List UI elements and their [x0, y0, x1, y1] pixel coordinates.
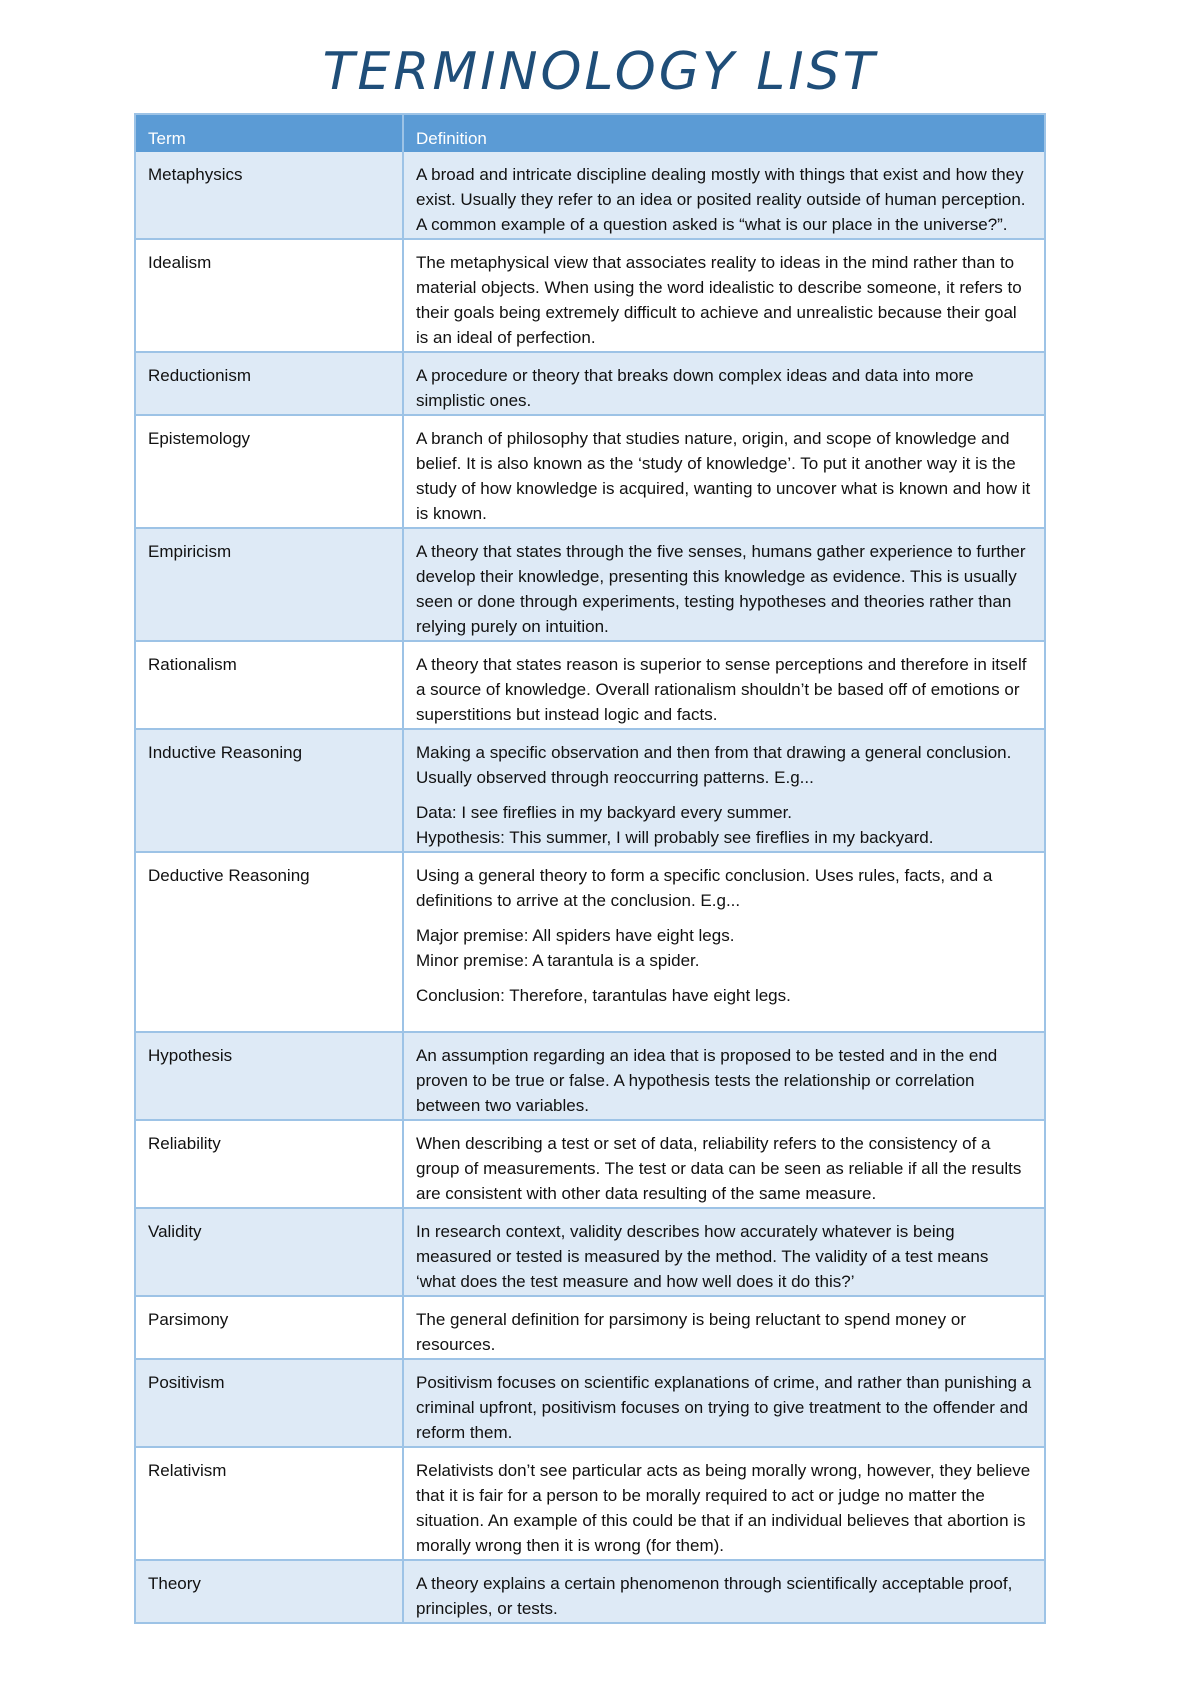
table-row [135, 1120, 1045, 1208]
term-cell: Reliability [135, 1120, 403, 1208]
definition-cell: The general definition for parsimony is being reluctant to spend money or resources. [403, 1296, 1045, 1359]
table-row [135, 1296, 1045, 1359]
table-header [135, 114, 1045, 152]
definition-cell: A theory explains a certain phenomenon through scientifically acceptable proof, principles, or tests. [403, 1560, 1045, 1623]
table-row [135, 152, 1045, 239]
table-row [135, 641, 1045, 729]
header-row [135, 114, 1045, 152]
definition-cell [403, 729, 1045, 852]
table-row [135, 729, 1045, 852]
table-row [135, 415, 1045, 528]
table-row [135, 352, 1045, 415]
header-term: Term [135, 114, 403, 152]
term-cell: Rationalism [135, 641, 403, 729]
definition-cell: A theory that states through the five senses, humans gather experience to further develop their knowledge, presenting this knowledge as evidence. This is usually seen or done through experiments, testing hypotheses and theories rather than relying purely on intuition. [403, 528, 1045, 641]
example-line: Hypothesis: This summer, I will probably see fireflies in my backyard. [416, 828, 934, 847]
example-line: Major premise: All spiders have eight legs. [416, 926, 735, 945]
example-line: Data: I see fireflies in my backyard every summer. [416, 803, 793, 822]
example-line: Minor premise: A tarantula is a spider. [416, 951, 700, 970]
term-cell: Reductionism [135, 352, 403, 415]
table-row [135, 239, 1045, 352]
example-block [416, 923, 1032, 973]
term-cell: Empiricism [135, 528, 403, 641]
table-row [135, 1560, 1045, 1623]
terminology-table [134, 113, 1046, 1624]
term-cell: Validity [135, 1208, 403, 1296]
term-cell: Parsimony [135, 1296, 403, 1359]
term-cell: Epistemology [135, 415, 403, 528]
definition-cell: Positivism focuses on scientific explanations of crime, and rather than punishing a criminal upfront, positivism focuses on trying to give treatment to the offender and reform them. [403, 1359, 1045, 1447]
example-block [416, 800, 1032, 850]
definition-cell: Relativists don’t see particular acts as being morally wrong, however, they believe that it is fair for a person to be morally required to act or judge no matter the situation. An example of this could be that if an individual believes that abortion is morally wrong then it is wrong (for them). [403, 1447, 1045, 1560]
term-cell: Relativism [135, 1447, 403, 1560]
term-cell: Hypothesis [135, 1032, 403, 1120]
definition-text: Using a general theory to form a specific conclusion. Uses rules, facts, and a definitions to arrive at the conclusion. E.g... [416, 866, 993, 910]
term-cell: Deductive Reasoning [135, 852, 403, 1032]
term-cell: Positivism [135, 1359, 403, 1447]
document-title: TERMINOLOGY LIST [322, 42, 878, 102]
term-cell: Idealism [135, 239, 403, 352]
table-row [135, 1208, 1045, 1296]
table-row [135, 1359, 1045, 1447]
term-cell: Theory [135, 1560, 403, 1623]
definition-cell: A broad and intricate discipline dealing mostly with things that exist and how they exist. Usually they refer to an idea or posited reality outside of human perception. A common example of a question asked is “what is our place in the universe?”. [403, 152, 1045, 239]
term-cell: Metaphysics [135, 152, 403, 239]
definition-text: Making a specific observation and then from that drawing a general conclusion. Usually observed through reoccurring patterns. E.g... [416, 743, 1012, 787]
term-cell: Inductive Reasoning [135, 729, 403, 852]
table-body [135, 152, 1045, 1623]
definition-cell: In research context, validity describes how accurately whatever is being measured or tested is measured by the method. The validity of a test means ‘what does the test measure and how well does it do this?’ [403, 1208, 1045, 1296]
table-row [135, 1032, 1045, 1120]
table-row [135, 1447, 1045, 1560]
definition-cell: A procedure or theory that breaks down complex ideas and data into more simplistic ones. [403, 352, 1045, 415]
table-row [135, 852, 1045, 1032]
definition-cell: An assumption regarding an idea that is proposed to be tested and in the end proven to be true or false. A hypothesis tests the relationship or correlation between two variables. [403, 1032, 1045, 1120]
definition-cell: A branch of philosophy that studies nature, origin, and scope of knowledge and belief. It is also known as the ‘study of knowledge’. To put it another way it is the study of how knowledge is acquired, wanting to uncover what is known and how it is known. [403, 415, 1045, 528]
example-conclusion: Conclusion: Therefore, tarantulas have eight legs. [416, 986, 791, 1005]
definition-cell [403, 852, 1045, 1032]
header-definition: Definition [403, 114, 1045, 152]
definition-cell: A theory that states reason is superior to sense perceptions and therefore in itself a source of knowledge. Overall rationalism shouldn’t be based off of emotions or superstitions but instead logic and facts. [403, 641, 1045, 729]
definition-cell: When describing a test or set of data, reliability refers to the consistency of a group of measurements. The test or data can be seen as reliable if all the results are consistent with other data resulting of the same measure. [403, 1120, 1045, 1208]
table-row [135, 528, 1045, 641]
definition-cell: The metaphysical view that associates reality to ideas in the mind rather than to material objects. When using the word idealistic to describe someone, it refers to their goals being extremely difficult to achieve and unrealistic because their goal is an ideal of perfection. [403, 239, 1045, 352]
